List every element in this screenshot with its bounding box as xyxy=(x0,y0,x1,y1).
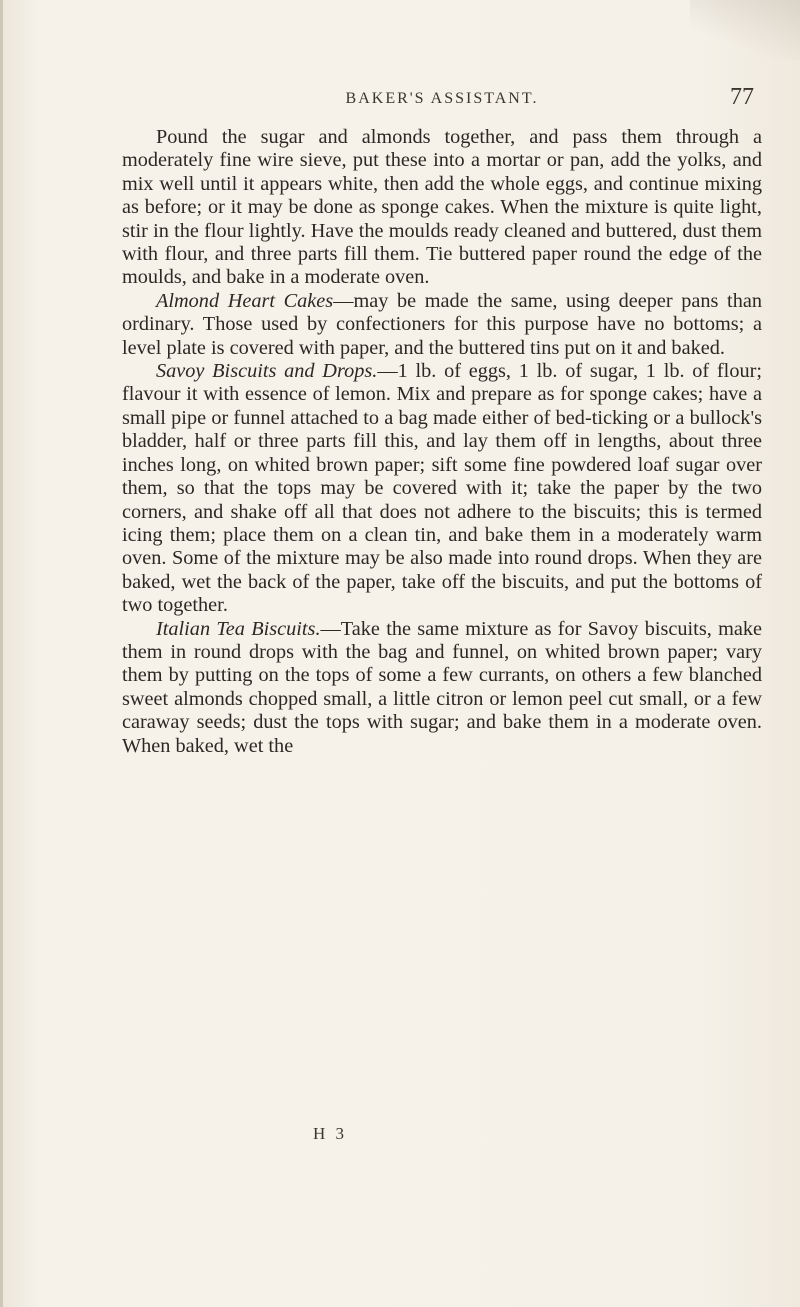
page-number: 77 xyxy=(730,84,754,110)
page-header xyxy=(122,86,762,116)
paragraph-text: —Take the same mixture as for Savoy biscuits, make them in round drops with the bag and funnel, on whited brown paper; vary them by putting on the tops of some a few currants, on others a few blanched sweet almonds chopped small, a little citron or lemon peel cut small, or a few caraway seeds; dust the tops with sugar; and bake them in a moderate oven. When baked, wet the xyxy=(122,617,762,757)
paragraph-text: Pound the sugar and almonds together, and pass them through a moderately fine wire sieve, put these into a mortar or pan, add the yolks, and mix well until it appears white, then add the whole eggs, and continue mixing as before; or it may be done as sponge cakes. When the mixture is quite light, stir in the flour lightly. Have the moulds ready cleaned and buttered, dust them with flour, and three parts fill them. Tie buttered paper round the edge of the moulds, and bake in a moderate oven. xyxy=(122,126,762,289)
paragraph-italian-tea-biscuits xyxy=(122,618,762,758)
paragraph-text: —may be made the same, using deeper pans than ordinary. Those used by confectioners for this purpose have no bottoms; a level plate is covered with paper, and the buttered tins put on it and baked. xyxy=(122,289,762,359)
signature-mark: H 3 xyxy=(313,1124,348,1143)
paragraph-text: —1 lb. of eggs, 1 lb. of sugar, 1 lb. of flour; flavour it with essence of lemon. Mix and prepare as for sponge cakes; have a small pipe or funnel attached to a bag made either of bed-ticking or a bullock's bladder, half or three parts fill this, and lay them off in lengths, about three inches long, on whited brown paper; sift some fine powdered loaf sugar over them, so that the tops may be covered with it; take the paper by the two corners, and shake off all that does not adhere to the biscuits; this is termed icing them; place them on a clean tin, and bake them in a moderately warm oven. Some of the mixture may be also made into round drops. When they are baked, wet the back of the paper, take off the biscuits, and put the bottoms of two together. xyxy=(122,360,762,617)
paragraph-1 xyxy=(122,126,762,290)
recipe-title: Savoy Biscuits and Drops. xyxy=(156,360,378,383)
body-text xyxy=(122,126,762,758)
paragraph-savoy-biscuits xyxy=(122,360,762,617)
recipe-title: Italian Tea Biscuits. xyxy=(156,617,321,640)
binding-edge xyxy=(0,0,3,1307)
recipe-title: Almond Heart Cakes xyxy=(156,289,334,312)
page-corner-shadow xyxy=(690,0,800,60)
running-head: BAKER'S ASSISTANT. xyxy=(345,90,539,107)
paragraph-almond-heart-cakes xyxy=(122,290,762,360)
